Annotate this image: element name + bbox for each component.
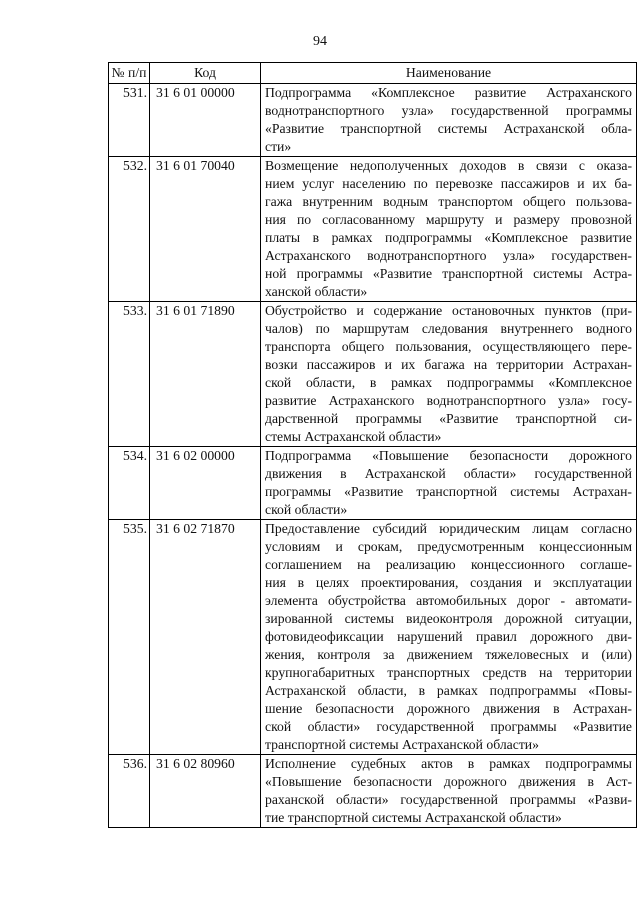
table-row — [109, 755, 637, 828]
row-code: 31 6 02 00000 — [150, 447, 261, 520]
name-line: Астраханской области, в рамках подпрограммы «Повы- — [265, 683, 632, 698]
name-line: Астраханского воднотранспортного узла» государствен- — [265, 248, 632, 263]
table-row — [109, 520, 637, 755]
name-line: транспорта общего пользования, осуществляющего пере- — [265, 339, 632, 354]
row-number: 532. — [109, 157, 150, 302]
header-num: № п/п — [109, 63, 150, 84]
row-number: 536. — [109, 755, 150, 828]
table-body — [109, 84, 637, 828]
row-number: 534. — [109, 447, 150, 520]
row-number: 533. — [109, 302, 150, 447]
table-row — [109, 447, 637, 520]
table-row — [109, 157, 637, 302]
page-number: 94 — [313, 34, 327, 49]
name-line: движения в Астраханской области» государственной — [265, 466, 632, 481]
name-line: ской области, в рамках подпрограммы «Комплексное — [265, 375, 632, 390]
table-header — [109, 63, 637, 84]
row-name — [261, 157, 637, 302]
name-line: Исполнение судебных актов в рамках подпрограммы — [265, 756, 632, 771]
name-line: нием услуг населению по перевозке пассажиров и их ба- — [265, 176, 632, 191]
row-code: 31 6 01 00000 — [150, 84, 261, 157]
row-number: 531. — [109, 84, 150, 157]
name-line: Обустройство и содержание остановочных пунктов (при- — [265, 303, 632, 318]
name-line: тие транспортной системы Астраханской области» — [265, 810, 562, 825]
name-line: ханской области» — [265, 284, 368, 299]
name-line: соглашением на реализацию концессионного соглаше- — [265, 557, 632, 572]
name-line: стемы Астраханской области» — [265, 429, 442, 444]
name-line: платы в рамках подпрограммы «Комплексное развитие — [265, 230, 632, 245]
row-name — [261, 302, 637, 447]
name-line: ской области» — [265, 502, 348, 517]
name-line: программы «Развитие транспортной системы Астрахан- — [265, 484, 632, 499]
table-row — [109, 84, 637, 157]
row-code: 31 6 01 70040 — [150, 157, 261, 302]
header-code: Код — [150, 63, 261, 84]
name-line: сти» — [265, 139, 292, 154]
budget-codes-table — [108, 62, 637, 828]
name-line: элемента обустройства автомобильных дорог - автомати- — [265, 593, 632, 608]
name-line: дарственной программы «Развитие транспортной си- — [265, 411, 632, 426]
name-line: Подпрограмма «Комплексное развитие Астраханского — [265, 85, 632, 100]
name-line: фотовидеофиксации нарушений правил дорожного дви- — [265, 629, 632, 644]
header-row — [109, 63, 637, 84]
name-line: «Повышение безопасности дорожного движения в Аст- — [265, 774, 632, 789]
name-line: развитие Астраханского воднотранспортного узла» госу- — [265, 393, 632, 408]
row-code: 31 6 02 80960 — [150, 755, 261, 828]
name-line: транспортной системы Астраханской области» — [265, 737, 539, 752]
header-name: Наименование — [261, 63, 637, 84]
row-name — [261, 447, 637, 520]
name-line: крупногабаритных транспортных средств на территории — [265, 665, 632, 680]
row-number: 535. — [109, 520, 150, 755]
name-line: условиям и срокам, предусмотренным концессионным — [265, 539, 632, 554]
name-line: зированной системы видеоконтроля дорожной ситуации, — [265, 611, 632, 626]
row-code: 31 6 01 71890 — [150, 302, 261, 447]
name-line: раханской области» государственной программы «Разви- — [265, 792, 632, 807]
name-line: возки пассажиров и их багажа на территории Астрахан- — [265, 357, 632, 372]
row-name — [261, 520, 637, 755]
name-line: гажа внутренним водным транспортом общего пользова- — [265, 194, 632, 209]
name-line: чалов) по маршрутам следования внутреннего водного — [265, 321, 632, 336]
name-line: Возмещение недополученных доходов в связи с оказа- — [265, 158, 632, 173]
table-row — [109, 302, 637, 447]
name-line: ния в целях проектирования, создания и эксплуатации — [265, 575, 632, 590]
name-line: жения, контроля за движением тяжеловесных и (или) — [265, 647, 632, 662]
name-line: Подпрограмма «Повышение безопасности дорожного — [265, 448, 632, 463]
name-line: ской области» государственной программы «Развитие — [265, 719, 632, 734]
name-line: Предоставление субсидий юридическим лицам согласно — [265, 521, 632, 536]
name-line: шение безопасности дорожного движения в Астрахан- — [265, 701, 632, 716]
name-line: ния по согласованному маршруту и размеру провозной — [265, 212, 632, 227]
row-code: 31 6 02 71870 — [150, 520, 261, 755]
name-line: воднотранспортного узла» государственной программы — [265, 103, 632, 118]
row-name — [261, 755, 637, 828]
name-line: ной программы «Развитие транспортной системы Астра- — [265, 266, 632, 281]
row-name — [261, 84, 637, 157]
name-line: «Развитие транспортной системы Астраханской обла- — [265, 121, 632, 136]
